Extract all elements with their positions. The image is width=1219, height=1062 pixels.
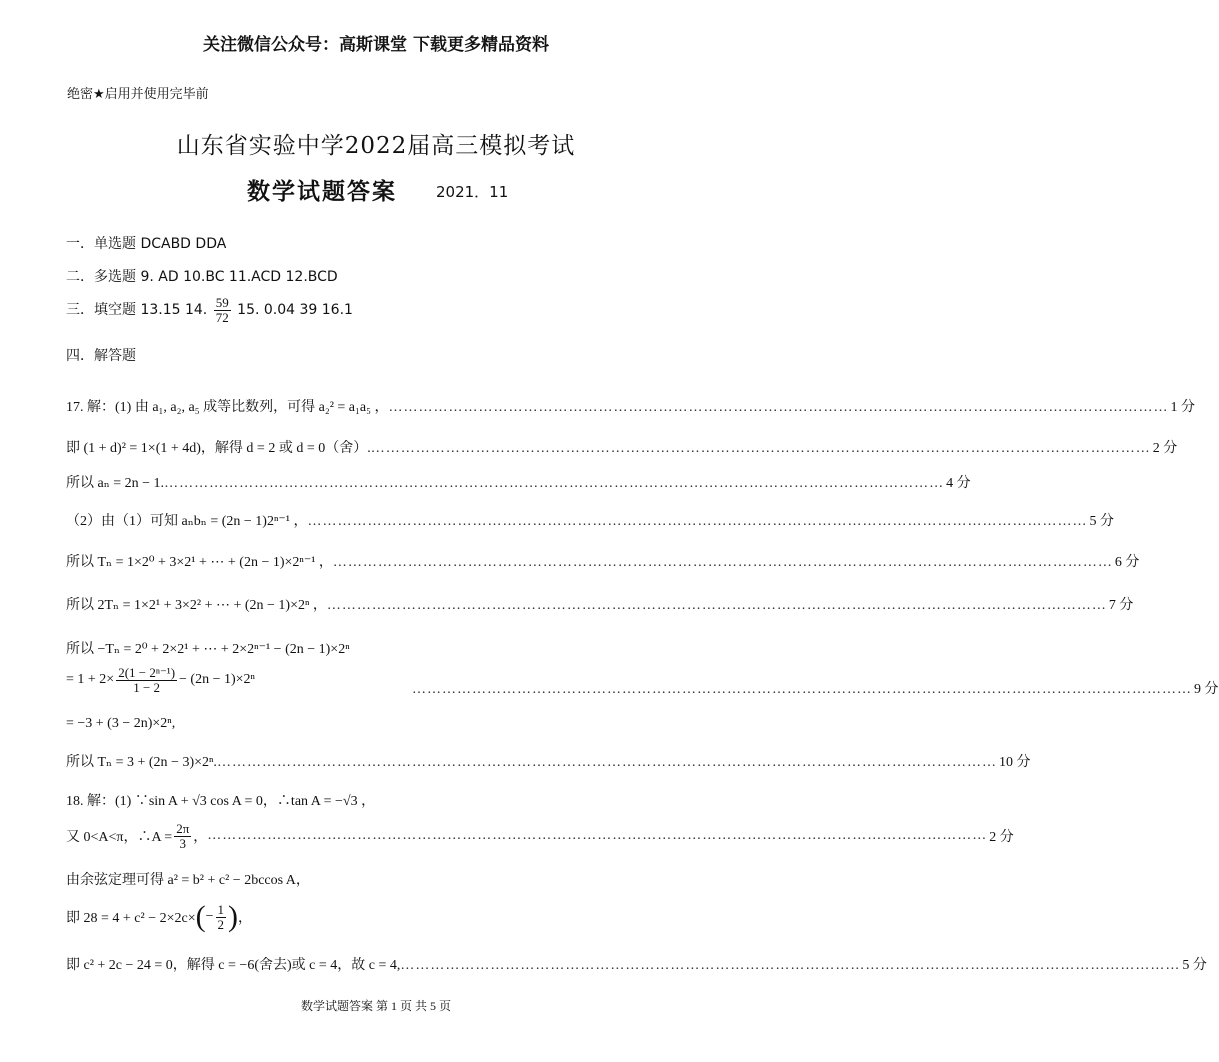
negative-sign: − — [205, 909, 214, 924]
score-label: 10 分 — [998, 755, 1031, 770]
exam-title: 山东省实验中学2022届高三模拟考试 — [176, 133, 576, 159]
fill-in-prefix: 三．填空题 13.15 14. — [66, 302, 208, 319]
q18-step-text: ， — [238, 911, 253, 926]
dot-leader: ………………………………………………………………………………………………………………………………………… — [370, 441, 1151, 456]
q17-line-4 — [66, 510, 1114, 530]
q17-line-2 — [66, 437, 1178, 457]
q18-line-1: 18. 解：(1) ∵sin A + √3 cos A = 0，∴tan A = −√3 ， — [66, 794, 376, 809]
score-label: 7 分 — [1108, 598, 1134, 613]
q17-step-text: 所以 2Tₙ = 1×2¹ + 3×2² + ⋯ + (2n − 1)×2ⁿ ， — [66, 598, 327, 613]
q18-line-5 — [66, 954, 1207, 974]
fraction-denominator: 1 − 2 — [133, 679, 161, 695]
dot-leader: ………………………………………………………………………………………………………………………………………… — [332, 555, 1113, 570]
q17-line-5 — [66, 551, 1140, 571]
score-label: 1 分 — [1170, 400, 1195, 415]
dot-leader: ………………………………………………………………………………………………………………………………………… — [388, 400, 1169, 415]
answer-14-fraction — [214, 296, 231, 324]
dot-leader: ………………………………………………………………………………………………………………………………………… — [164, 476, 945, 491]
q17-step-text: = 1 + 2× — [66, 672, 115, 688]
dot-leader: ………………………………………………………………………………………………………………………………………… — [326, 598, 1107, 613]
q17-line-8 — [66, 666, 255, 694]
dot-leader: ………………………………………………………………………………………………………………………………………… — [412, 682, 1192, 697]
fraction-denominator: 72 — [215, 309, 229, 325]
score-label: 5 分 — [1182, 958, 1207, 973]
q17-fraction — [116, 666, 177, 694]
q17-step-text: 所以 Tₙ = 3 + (2n − 3)×2ⁿ. — [66, 755, 217, 770]
q17-step-text: − (2n − 1)×2ⁿ — [179, 672, 255, 688]
score-label: 5 分 — [1089, 514, 1114, 529]
q17-step-text: 17. 解：(1) 由 a₁, a₂, a₅ 成等比数列，可得 a₂² = a₁a₅ ， — [66, 400, 389, 415]
q18-step-text: 又 0<A<π，∴A = — [66, 830, 173, 846]
q17-line-8-score — [412, 678, 1219, 698]
q18-line-4 — [66, 900, 252, 934]
q17-step-text: （2）由（1）可知 aₙbₙ = (2n − 1)2ⁿ⁻¹ ， — [66, 514, 308, 529]
fraction-numerator: 2(1 − 2ⁿ⁻¹) — [118, 665, 176, 680]
dot-leader: ………………………………………………………………………………………………………………………………………… — [307, 514, 1088, 529]
fill-in-suffix: 15. 0.04 39 16.1 — [237, 302, 353, 319]
q18-fraction — [174, 822, 191, 850]
q17-line-10 — [66, 751, 1031, 771]
fraction-denominator: 2 — [217, 916, 225, 932]
fraction-numerator: 59 — [215, 295, 229, 310]
answer-key-title: 数学试题答案 — [247, 179, 397, 205]
q17-line-7: 所以 −Tₙ = 2⁰ + 2×2¹ + ⋯ + 2×2ⁿ⁻¹ − (2n − 1)×2ⁿ — [66, 642, 350, 657]
q17-line-9: = −3 + (3 − 2n)×2ⁿ, — [66, 716, 176, 731]
dot-leader: ………………………………………………………………………………………………………………………………………… — [216, 755, 997, 770]
right-paren: ) — [228, 900, 239, 933]
dot-leader: ………………………………………………………………………………………………………………………………………… — [400, 958, 1181, 973]
dot-leader: ………………………………………………………………………………………………………………………………………… — [207, 828, 988, 844]
q17-line-6 — [66, 594, 1134, 614]
q17-step-text: 即 (1 + d)² = 1×(1 + 4d)，解得 d = 2 或 d = 0（舍）. — [66, 441, 371, 456]
q17-line-1 — [66, 396, 1195, 416]
score-label: 4 分 — [946, 476, 971, 491]
q17-step-text: 所以 aₙ = 2n − 1. — [66, 476, 165, 491]
q18-line-3: 由余弦定理可得 a² = b² + c² − 2bccos A， — [66, 873, 310, 888]
confidential-note: 绝密★启用并使用完毕前 — [67, 87, 209, 102]
q18-step-text: 即 28 = 4 + c² − 2×2c× — [66, 911, 196, 926]
fraction-numerator: 1 — [217, 901, 225, 917]
q18-step-text: ， — [193, 830, 208, 846]
multiple-choice-answers: 二．多选题 9. AD 10.BC 11.ACD 12.BCD — [66, 269, 338, 285]
left-paren: ( — [195, 900, 206, 933]
score-label: 9 分 — [1194, 682, 1219, 697]
single-choice-answers: 一．单选题 DCABD DDA — [66, 236, 227, 252]
q17-step-text: 所以 Tₙ = 1×2⁰ + 3×2¹ + ⋯ + (2n − 1)×2ⁿ⁻¹ ， — [66, 555, 333, 570]
q18-half-fraction — [216, 903, 227, 931]
promo-banner: 关注微信公众号：高斯课堂 下载更多精品资料 — [203, 35, 549, 55]
q18-step-text: 即 c² + 2c − 24 = 0，解得 c = −6(舍去)或 c = 4，故 c = 4, — [66, 958, 401, 973]
solutions-heading: 四．解答题 — [66, 348, 136, 364]
q18-line-2 — [66, 821, 1014, 851]
fraction-denominator: 3 — [179, 835, 186, 851]
fraction-numerator: 2π — [176, 821, 190, 836]
fill-in-answers — [66, 296, 353, 324]
score-label: 2 分 — [989, 830, 1014, 846]
q17-line-3 — [66, 472, 971, 492]
page-footer: 数学试题答案 第 1 页 共 5 页 — [300, 999, 451, 1013]
score-label: 6 分 — [1114, 555, 1140, 570]
score-label: 2 分 — [1152, 441, 1178, 456]
exam-date: 2021．11 — [436, 183, 509, 201]
